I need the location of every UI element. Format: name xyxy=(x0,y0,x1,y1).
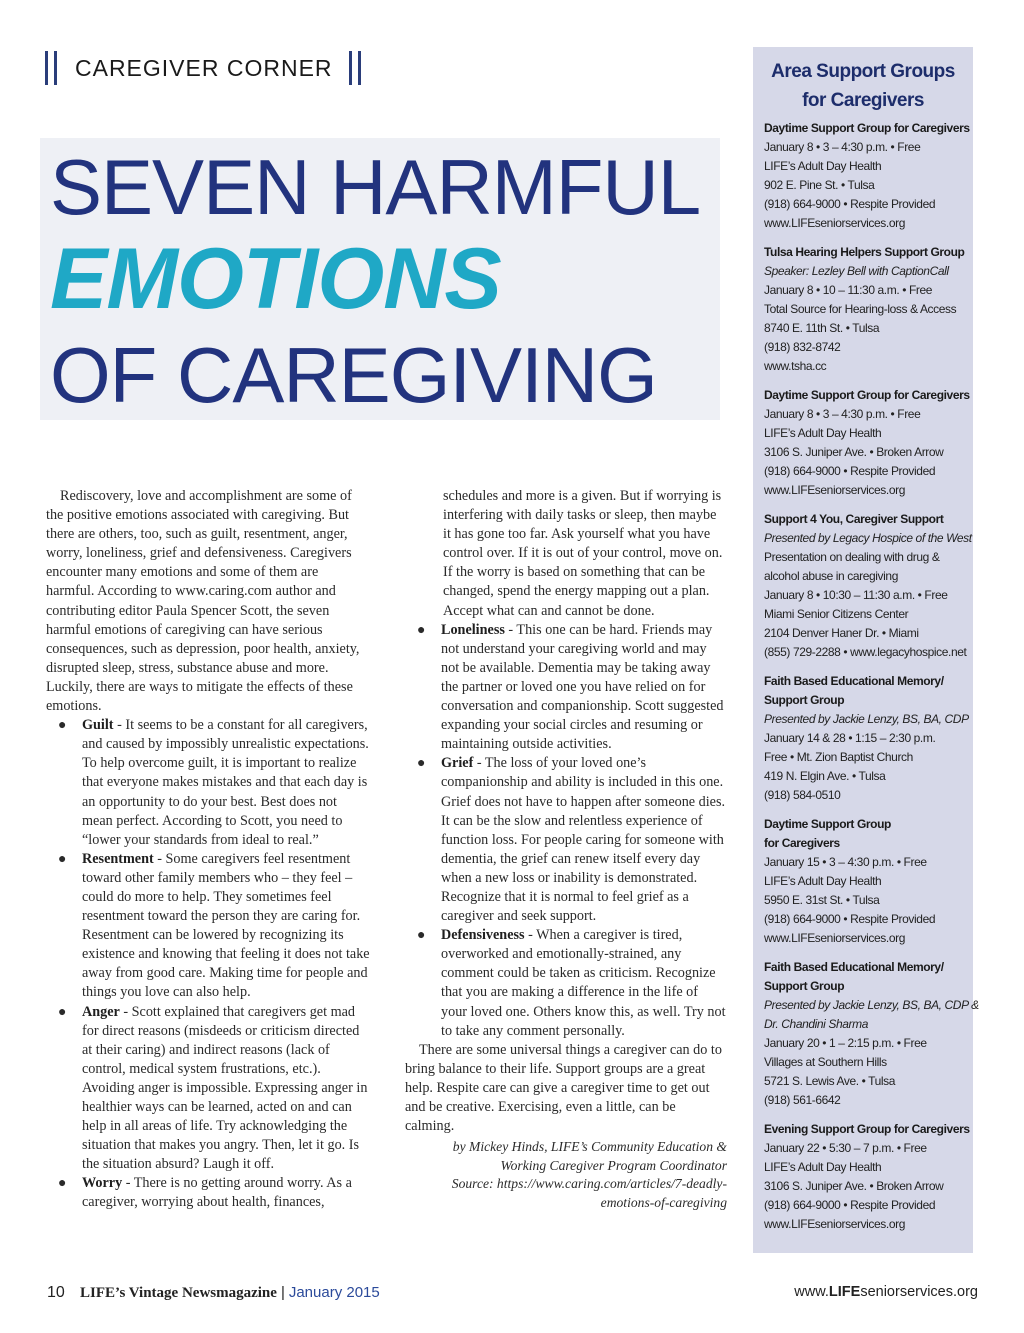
list-item xyxy=(405,926,727,1041)
article-intro: Rediscovery, love and accomplishment are some of the positive emotions associated with caregiving. But there are others, too, such as guilt, resentment, anger, worry, loneliness, grief and defensiveness. Caregivers encounter many emotions and some of them are harmful. According to www.caring.com author and contributing editor Paula Spencer Scott, the seven harmful emotions of caregiving can have serious consequences, such as depression, poor health, anxiety, disrupted sleep, stress, substance abuse and more. Luckily, there are ways to mitigate the effects of these emotions. xyxy=(46,488,360,715)
list-item xyxy=(46,1003,370,1175)
support-group-presenter: Presented by Legacy Hospice of the West xyxy=(764,531,972,545)
article-headline xyxy=(40,138,720,420)
emotion-name: Loneliness xyxy=(441,621,505,638)
list-item xyxy=(405,754,727,926)
url-prefix: www. xyxy=(794,1284,829,1300)
support-group-detail: January 8 • 3 – 4:30 p.m. • Free xyxy=(764,140,921,154)
headline-line-2: EMOTIONS xyxy=(50,231,501,327)
emotion-name: Defensiveness xyxy=(441,927,525,944)
byline xyxy=(405,1138,727,1212)
emotion-text: - The loss of your loved one’s companionship and ability is included in this one. Grief does not have to happen after someone dies. It can be the slow and relentless experience of function loss. For people caring for someone with dementia, the grief can renew itself every day when a new loss or inability is demonstrated. Recognize that it is normal to feel grief as a caregiver and seek support. xyxy=(441,755,726,925)
emotion-text: - Scott explained that caregivers get mad for direct reasons (misdeeds or criticism directed at their caring) and indirect reasons (lack of control, medical system frustrations, etc.). Avoiding anger is impossible. Expressing anger in healthier ways can be learned, acted on and can help in all areas of life. Try acknowledging the situation that makes you angry. Then, let it go. Is the situation absurd? Laugh it off. xyxy=(82,1003,368,1173)
support-group-detail: 3106 S. Juniper Ave. • Broken Arrow xyxy=(764,445,944,459)
article-column-1 xyxy=(46,487,370,1213)
source-line-2: emotions-of-caregiving xyxy=(600,1194,727,1210)
emotion-name: Grief xyxy=(441,755,474,772)
support-group-presenter: Presented by Jackie Lenzy, BS, BA, CDP & xyxy=(764,998,979,1012)
source-line-1: Source: https://www.caring.com/articles/7-deadly- xyxy=(451,1176,727,1192)
support-group-item xyxy=(764,243,973,376)
article-closing: There are some universal things a caregiver can do to bring balance to their life. Support groups are a great help. Respite care can give a caregiver time to get out and be creative. Exercising, even a little, can be calming. xyxy=(405,1041,722,1135)
bullet-icon: ● xyxy=(58,1176,67,1192)
support-group-detail: 5721 S. Lewis Ave. • Tulsa xyxy=(764,1074,895,1088)
sidebar-title-line-1: Area Support Groups xyxy=(771,61,955,82)
support-group-detail: www.LIFEseniorservices.org xyxy=(764,931,905,945)
support-group-name: Tulsa Hearing Helpers Support Group xyxy=(764,245,965,259)
support-group-detail: LIFE’s Adult Day Health xyxy=(764,1160,882,1174)
support-group-detail: (918) 832-8742 xyxy=(764,340,841,354)
emotion-name: Worry xyxy=(82,1175,123,1192)
emotion-text: - Some caregivers feel resentment toward other family members who – they feel – could do more to help. They sometimes feel resentment toward the person they are caring for. Resentment can be lowered by recognizing its existence and knowing that feeling it does not take away from good care. Making time for people and things you love can also help. xyxy=(82,850,370,1001)
support-group-name: for Caregivers xyxy=(764,836,840,850)
support-group-detail: Miami Senior Citizens Center xyxy=(764,607,909,621)
emotion-list-2 xyxy=(405,621,727,1041)
support-group-detail: January 8 • 10 – 11:30 a.m. • Free xyxy=(764,283,933,297)
support-group-detail: Presentation on dealing with drug & xyxy=(764,550,940,564)
support-group-detail: January 22 • 5:30 – 7 p.m. • Free xyxy=(764,1141,927,1155)
bullet-icon: ● xyxy=(417,622,426,638)
right-bars-decoration xyxy=(349,50,361,86)
support-group-name: Support Group xyxy=(764,693,845,707)
support-group-name: Daytime Support Group for Caregivers xyxy=(764,121,970,135)
list-item xyxy=(405,621,727,755)
support-group-name: Daytime Support Group xyxy=(764,817,891,831)
support-group-detail: alcohol abuse in caregiving xyxy=(764,569,898,583)
emotion-text: - When a caregiver is tired, overworked and emotionally-strained, any comment could be taken as criticism. Recognize that you are making a difference in the life of your loved one. Others know this, as well. Try not to take any comment personally. xyxy=(441,927,726,1039)
section-title: CAREGIVER CORNER xyxy=(75,54,333,81)
support-group-detail: LIFE’s Adult Day Health xyxy=(764,426,882,440)
support-group-detail: Total Source for Hearing-loss & Access xyxy=(764,302,957,316)
support-group-presenter: Dr. Chandini Sharma xyxy=(764,1017,869,1031)
support-group-item xyxy=(764,672,973,805)
support-group-item xyxy=(764,958,979,1110)
support-group-detail: January 8 • 10:30 – 11:30 a.m. • Free xyxy=(764,588,948,602)
support-group-name: Support 4 You, Caregiver Support xyxy=(764,512,944,526)
url-bold: LIFE xyxy=(828,1284,861,1300)
headline-line-3: OF CAREGIVING xyxy=(50,331,657,419)
article-column-2 xyxy=(405,487,727,1213)
support-group-name: Faith Based Educational Memory/ xyxy=(764,960,944,974)
support-group-detail: www.tsha.cc xyxy=(764,359,827,373)
support-group-detail: (918) 664-9000 • Respite Provided xyxy=(764,912,936,926)
emotion-name: Guilt xyxy=(82,717,114,734)
support-group-detail: January 20 • 1 – 2:15 p.m. • Free xyxy=(764,1036,927,1050)
support-group-detail: (918) 664-9000 • Respite Provided xyxy=(764,197,936,211)
support-group-detail: (855) 729-2288 • www.legacyhospice.net xyxy=(764,645,967,659)
support-group-name: Daytime Support Group for Caregivers xyxy=(764,388,970,402)
page-number: 10 xyxy=(47,1284,65,1301)
bullet-icon: ● xyxy=(58,1004,67,1020)
headline-line-1: SEVEN HARMFUL xyxy=(50,143,701,231)
emotion-name: Resentment xyxy=(82,850,154,867)
support-group-item xyxy=(764,386,973,500)
support-group-detail: 3106 S. Juniper Ave. • Broken Arrow xyxy=(764,1179,944,1193)
support-group-name: Support Group xyxy=(764,979,845,993)
footer-website[interactable] xyxy=(790,1284,978,1300)
section-header xyxy=(45,48,361,88)
byline-role: Working Caregiver Program Coordinator xyxy=(500,1157,727,1173)
support-groups-sidebar xyxy=(753,47,979,1253)
support-group-detail: Free • Mt. Zion Baptist Church xyxy=(764,750,913,764)
byline-author: by Mickey Hinds, LIFE’s Community Education & xyxy=(452,1139,727,1155)
support-group-detail: 2104 Denver Haner Dr. • Miami xyxy=(764,626,919,640)
support-group-detail: LIFE’s Adult Day Health xyxy=(764,874,882,888)
support-group-detail: 5950 E. 31st St. • Tulsa xyxy=(764,893,880,907)
emotion-text: - There is no getting around worry. As a caregiver, worrying about health, finances, xyxy=(82,1175,352,1211)
support-group-detail: (918) 664-9000 • Respite Provided xyxy=(764,464,936,478)
support-group-detail: January 14 & 28 • 1:15 – 2:30 p.m. xyxy=(764,731,936,745)
support-group-item xyxy=(764,1120,973,1234)
support-group-detail: (918) 561-6642 xyxy=(764,1093,841,1107)
sidebar-title-line-2: for Caregivers xyxy=(802,90,924,111)
support-group-detail: 419 N. Elgin Ave. • Tulsa xyxy=(764,769,886,783)
list-item xyxy=(46,716,370,850)
support-group-item xyxy=(764,510,973,662)
list-item xyxy=(46,1174,370,1212)
worry-continued: schedules and more is a given. But if worrying is interfering with daily tasks or sleep, then maybe it has gone too far. Ask yourself what you have control over. If it is out of your control, move on. If the worry is based on something that can be changed, spend the energy mapping out a plan. Accept what can and cannot be done. xyxy=(443,488,723,619)
bullet-icon: ● xyxy=(58,718,67,734)
support-group-detail: (918) 664-9000 • Respite Provided xyxy=(764,1198,936,1212)
url-suffix: seniorservices.org xyxy=(860,1284,978,1300)
list-item xyxy=(46,850,370,1003)
support-group-detail: www.LIFEseniorservices.org xyxy=(764,483,905,497)
support-group-presenter: Presented by Jackie Lenzy, BS, BA, CDP xyxy=(764,712,969,726)
emotion-text: - This one can be hard. Friends may not understand your caregiving world and may not be available. Dementia may be taking away the partner or loved one you have relied on for conversation and companionship. Scott suggested expanding your social circles and resuming or maintaining outside activities. xyxy=(441,621,724,753)
support-group-list xyxy=(753,115,979,1234)
support-group-detail: www.LIFEseniorservices.org xyxy=(764,216,905,230)
footer-separator: | xyxy=(280,1284,285,1301)
sidebar-title xyxy=(753,57,973,115)
support-group-presenter: Speaker: Lezley Bell with CaptionCall xyxy=(764,264,949,278)
emotion-list-1 xyxy=(46,716,370,1212)
support-group-detail: 8740 E. 11th St. • Tulsa xyxy=(764,321,880,335)
bullet-icon: ● xyxy=(417,756,426,772)
support-group-item xyxy=(764,815,973,948)
bullet-icon: ● xyxy=(58,851,67,867)
support-group-item xyxy=(764,119,973,233)
support-group-detail: 902 E. Pine St. • Tulsa xyxy=(764,178,875,192)
emotion-text: - It seems to be a constant for all caregivers, and caused by impossibly unrealistic expectations. To help overcome guilt, it is important to realize that everyone makes mistakes and that each day is an opportunity to do your best. Best does not mean perfect. According to Scott, you need to “lower your standards from ideal to real.” xyxy=(82,717,369,848)
support-group-detail: www.LIFEseniorservices.org xyxy=(764,1217,905,1231)
support-group-detail: (918) 584-0510 xyxy=(764,788,841,802)
support-group-detail: LIFE’s Adult Day Health xyxy=(764,159,882,173)
magazine-name xyxy=(80,1284,380,1302)
support-group-detail: January 8 • 3 – 4:30 p.m. • Free xyxy=(764,407,921,421)
issue-month: January 2015 xyxy=(288,1284,380,1301)
support-group-detail: Villages at Southern Hills xyxy=(764,1055,887,1069)
magazine-title: LIFE’s Vintage Newsmagazine xyxy=(80,1285,277,1301)
support-group-detail: January 15 • 3 – 4:30 p.m. • Free xyxy=(764,855,927,869)
support-group-name: Faith Based Educational Memory/ xyxy=(764,674,944,688)
emotion-name: Anger xyxy=(82,1003,120,1020)
left-bars-decoration xyxy=(45,50,57,86)
support-group-name: Evening Support Group for Caregivers xyxy=(764,1122,970,1136)
bullet-icon: ● xyxy=(417,928,426,944)
